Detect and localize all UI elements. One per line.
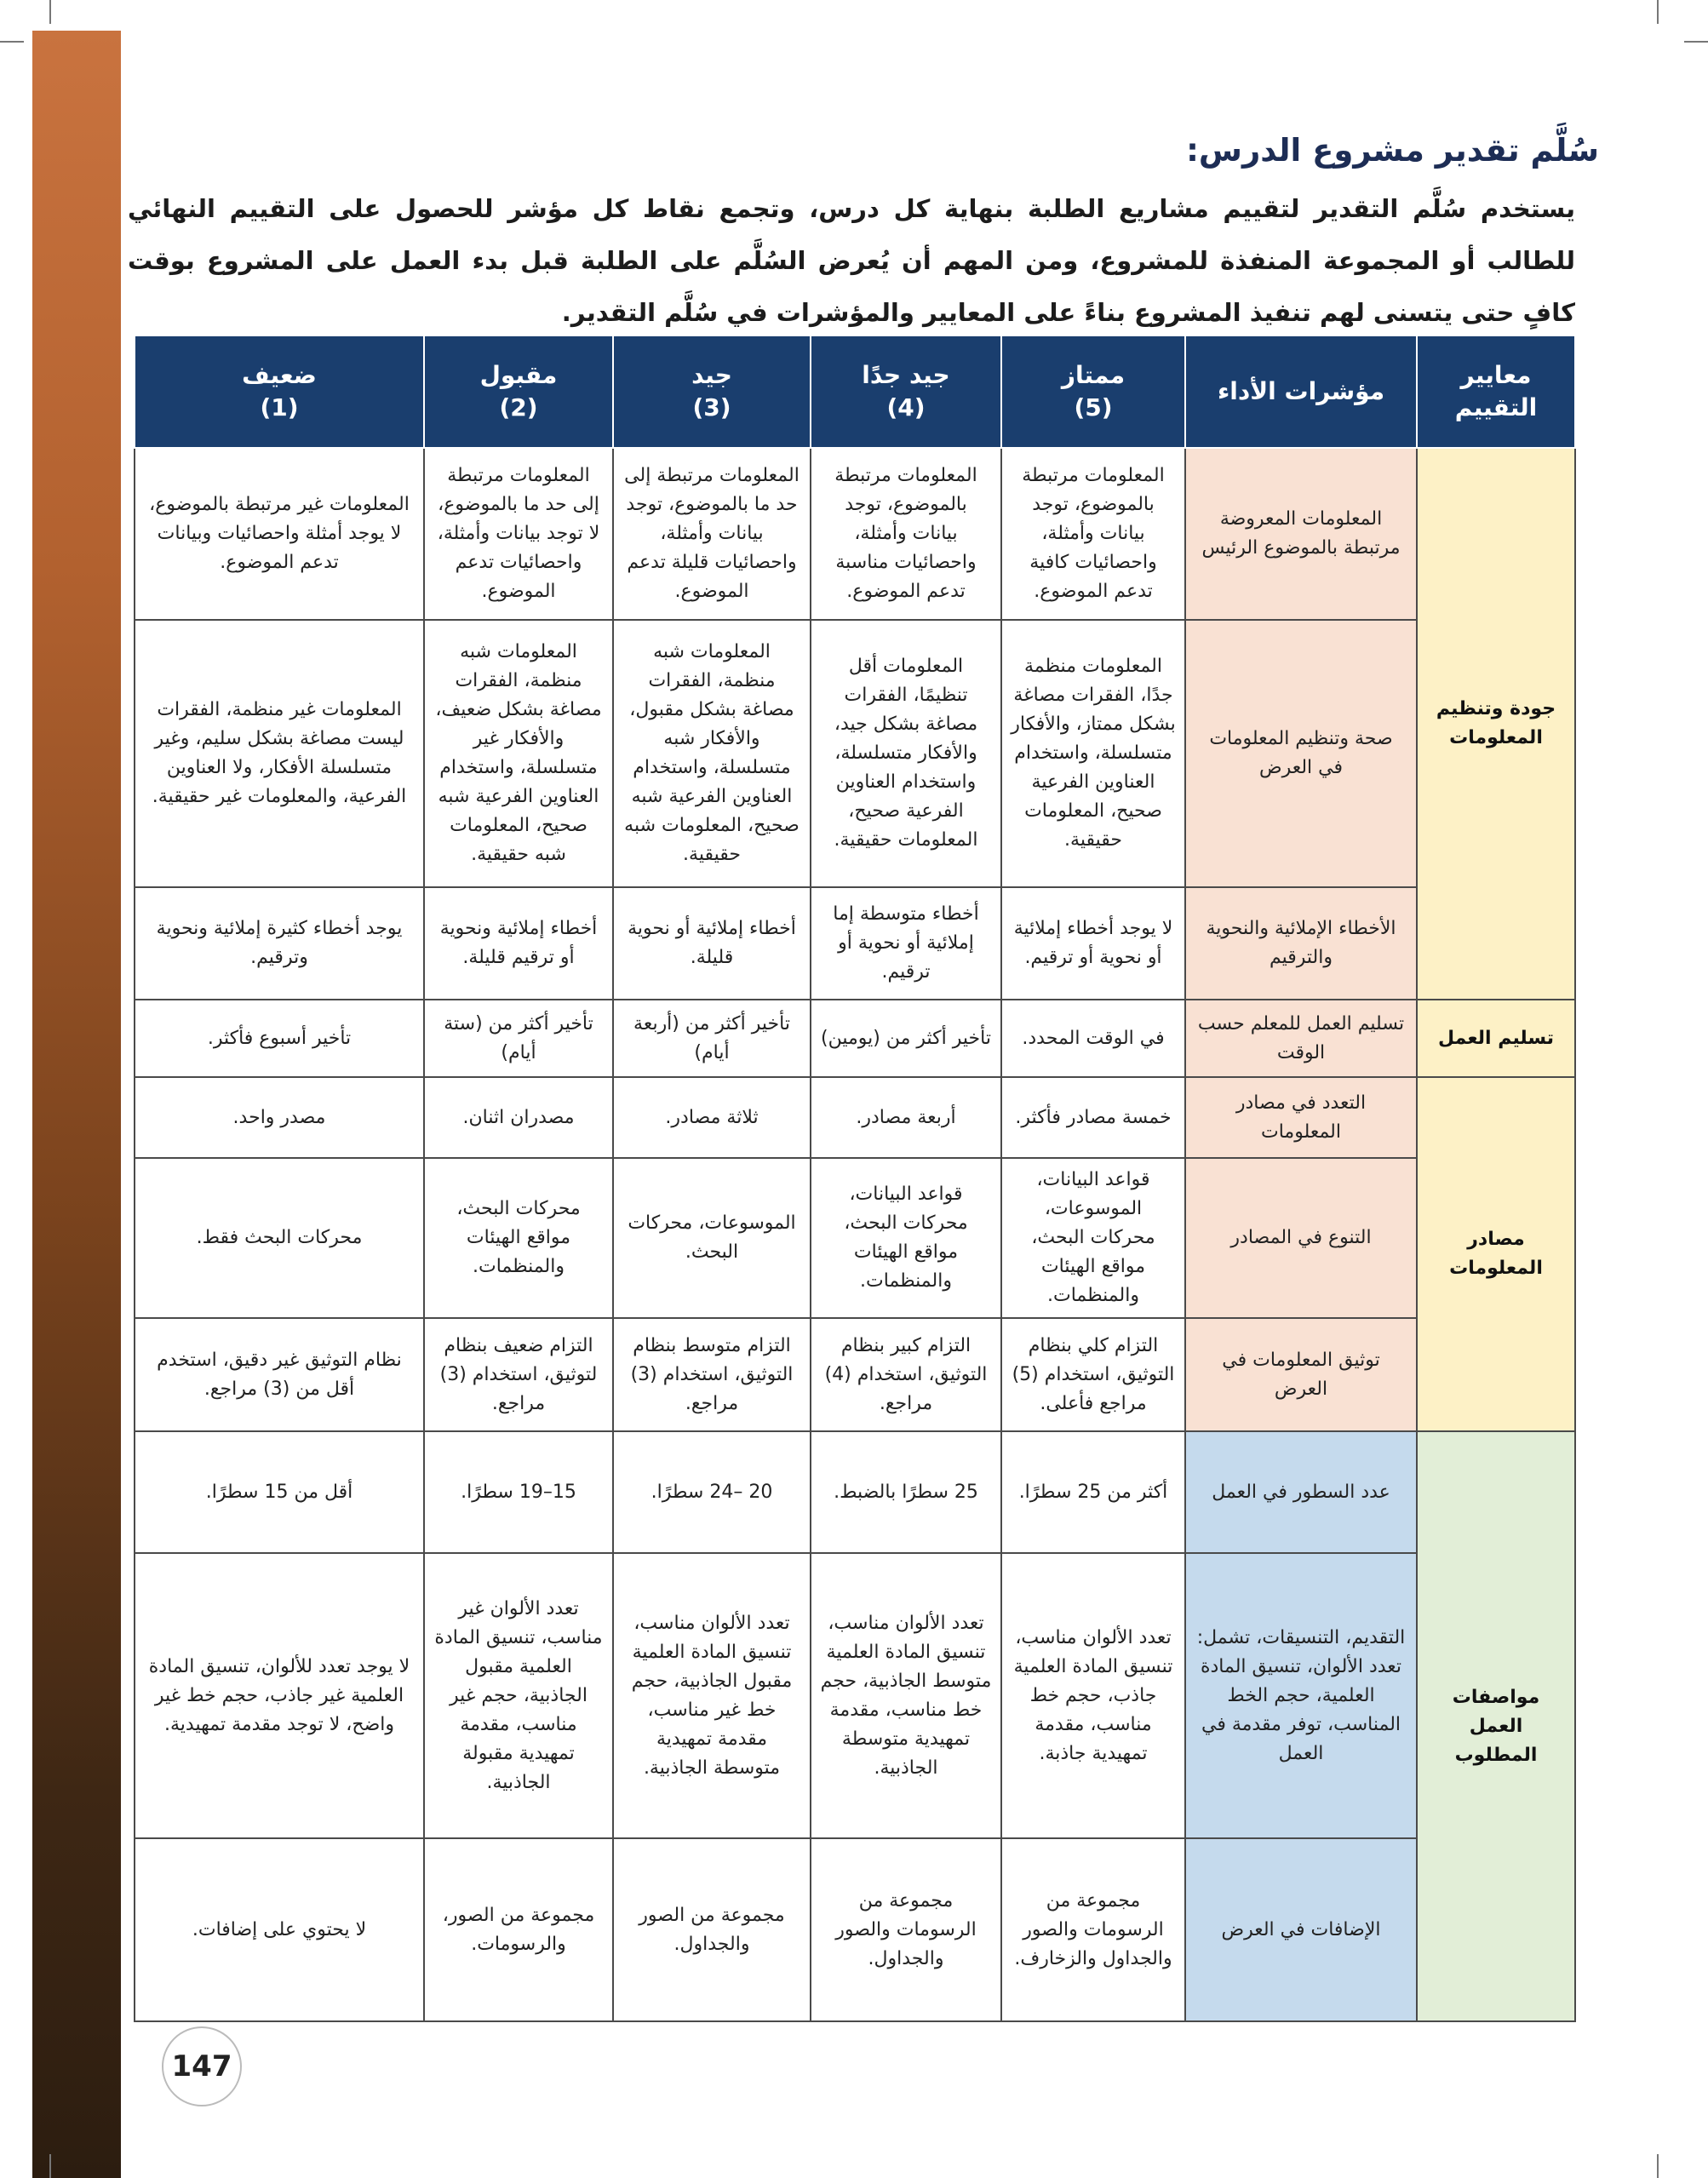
table-row: [135, 620, 1575, 887]
header-acceptable: [424, 335, 613, 448]
crop-mark: [49, 2154, 51, 2178]
header-excellent-label: ممتاز: [1061, 361, 1126, 389]
weak-cell: يوجد أخطاء كثيرة إملائية ونحوية وترقيم.: [135, 887, 424, 1000]
indicator-cell: صحة وتنظيم المعلومات في العرض: [1185, 620, 1417, 887]
crop-mark: [49, 0, 51, 24]
excellent-cell: تعدد الألوان مناسب، تنسيق المادة العلمية جاذب، حجم خط مناسب، مقدمة تمهيدية جاذبة.: [1001, 1553, 1185, 1838]
good-cell: تعدد الألوان مناسب، تنسيق المادة العلمية مقبول الجاذبية، حجم خط غير مناسب، مقدمة تمهيدية متوسطة الجاذبية.: [613, 1553, 811, 1838]
indicator-cell: التنوع في المصادر: [1185, 1158, 1417, 1318]
excellent-cell: خمسة مصادر فأكثر.: [1001, 1077, 1185, 1158]
excellent-cell: التزام كلي بنظام التوثيق، استخدام (5) مراجع فأعلى.: [1001, 1318, 1185, 1431]
excellent-cell: في الوقت المحدد.: [1001, 1000, 1185, 1077]
table-row: [135, 887, 1575, 1000]
acceptable-cell: مجموعة من الصور، والرسومات.: [424, 1838, 613, 2021]
weak-cell: نظام التوثيق غير دقيق، استخدم أقل من (3) مراجع.: [135, 1318, 424, 1431]
weak-cell: تأخير أسبوع فأكثر.: [135, 1000, 424, 1077]
header-very-good-score: (4): [886, 393, 926, 421]
good-cell: المعلومات مرتبطة إلى حد ما بالموضوع، توجد بيانات وأمثلة، واحصائيات قليلة تدعم الموضوع.: [613, 448, 811, 620]
intro-paragraph: يستخدم سُلَّم التقدير لتقييم مشاريع الطلبة بنهاية كل درس، وتجمع نقاط كل مؤشر للحصول على التقييم النهائي للطالب أو المجموعة المنفذة للمشروع، ومن المهم أن يُعرض السُلَّم على الطلبة قبل بدء العمل على المشروع بوقت كافٍ حتى يتسنى لهم تنفيذ المشروع بناءً على المعايير والمؤشرات في سُلَّم التقدير.: [128, 194, 1575, 327]
weak-cell: مصدر واحد.: [135, 1077, 424, 1158]
very-good-cell: تعدد الألوان مناسب، تنسيق المادة العلمية متوسط الجاذبية، حجم خط مناسب، مقدمة تمهيدية متوسطة الجاذبية.: [811, 1553, 1001, 1838]
header-good-label: جيد: [691, 361, 732, 389]
good-cell: الموسوعات، محركات البحث.: [613, 1158, 811, 1318]
good-cell: أخطاء إملائية أو نحوية قليلة.: [613, 887, 811, 1000]
acceptable-cell: المعلومات مرتبطة إلى حد ما بالموضوع، لا توجد بيانات وأمثلة، واحصائيات تدعم الموضوع.: [424, 448, 613, 620]
excellent-cell: قواعد البيانات، الموسوعات، محركات البحث، مواقع الهيئات والمنظمات.: [1001, 1158, 1185, 1318]
excellent-cell: مجموعة من الرسومات والصور والجداول والزخارف.: [1001, 1838, 1185, 2021]
very-good-cell: 25 سطرًا بالضبط.: [811, 1431, 1001, 1553]
indicator-cell: التقديم، التنسيقات، تشمل: تعدد الألوان، تنسيق المادة العلمية، حجم الخط المناسب، توفر مقدمة في العمل: [1185, 1553, 1417, 1838]
criterion-specs: مواصفات العمل المطلوب: [1417, 1431, 1575, 2021]
acceptable-cell: محركات البحث، مواقع الهيئات والمنظمات.: [424, 1158, 613, 1318]
indicator-cell: الإضافات في العرض: [1185, 1838, 1417, 2021]
acceptable-cell: تعدد الألوان غير مناسب، تنسيق المادة العلمية مقبول الجاذبية، حجم غير مناسب، مقدمة تمهيدية مقبولة الجاذبية.: [424, 1553, 613, 1838]
table-row: [135, 1000, 1575, 1077]
indicator-cell: المعلومات المعروضة مرتبطة بالموضوع الرئيس: [1185, 448, 1417, 620]
excellent-cell: لا يوجد أخطاء إملائية أو نحوية أو ترقيم.: [1001, 887, 1185, 1000]
criterion-sources: مصادر المعلومات: [1417, 1077, 1575, 1431]
good-cell: 20 –24 سطرًا.: [613, 1431, 811, 1553]
indicator-cell: عدد السطور في العمل: [1185, 1431, 1417, 1553]
very-good-cell: مجموعة من الرسومات والصور والجداول.: [811, 1838, 1001, 2021]
acceptable-cell: مصدران اثنان.: [424, 1077, 613, 1158]
acceptable-cell: المعلومات شبه منظمة، الفقرات مصاغة بشكل ضعيف، والأفكار غير متسلسلة، واستخدام العناوين الفرعية شبه صحيح، المعلومات شبه حقيقية.: [424, 620, 613, 887]
header-indicators: مؤشرات الأداء: [1185, 335, 1417, 448]
header-criteria: معايير التقييم: [1417, 335, 1575, 448]
header-excellent-score: (5): [1074, 393, 1113, 421]
table-row: [135, 1838, 1575, 2021]
acceptable-cell: تأخير أكثر من (ستة أيام): [424, 1000, 613, 1077]
header-very-good: [811, 335, 1001, 448]
weak-cell: لا يحتوي على إضافات.: [135, 1838, 424, 2021]
very-good-cell: أخطاء متوسطة إما إملائية أو نحوية أو ترقيم.: [811, 887, 1001, 1000]
table-row: [135, 1431, 1575, 1553]
weak-cell: أقل من 15 سطرًا.: [135, 1431, 424, 1553]
good-cell: المعلومات شبه منظمة، الفقرات مصاغة بشكل مقبول، والأفكار شبه متسلسلة، واستخدام العناوين الفرعية شبه صحيح، المعلومات شبه حقيقية.: [613, 620, 811, 887]
very-good-cell: تأخير أكثر من (يومين): [811, 1000, 1001, 1077]
good-cell: التزام متوسط بنظام التوثيق، استخدام (3) مراجع.: [613, 1318, 811, 1431]
decorative-side-bar: [32, 31, 121, 2178]
weak-cell: المعلومات غير منظمة، الفقرات ليست مصاغة بشكل سليم، وغير متسلسلة الأفكار، ولا العناوين الفرعية، والمعلومات غير حقيقية.: [135, 620, 424, 887]
crop-mark: [0, 41, 24, 43]
good-cell: ثلاثة مصادر.: [613, 1077, 811, 1158]
header-good-score: (3): [692, 393, 731, 421]
page-title: سُلَّم تقدير مشروع الدرس:: [1186, 132, 1599, 169]
indicator-cell: توثيق المعلومات في العرض: [1185, 1318, 1417, 1431]
header-good: [613, 335, 811, 448]
header-row: [135, 335, 1575, 448]
weak-cell: محركات البحث فقط.: [135, 1158, 424, 1318]
page-number: 147: [162, 2026, 242, 2106]
indicator-cell: التعدد في مصادر المعلومات: [1185, 1077, 1417, 1158]
table-row: [135, 1553, 1575, 1838]
table-row: [135, 1077, 1575, 1158]
header-weak-label: ضعيف: [242, 361, 317, 389]
indicator-cell: تسليم العمل للمعلم حسب الوقت: [1185, 1000, 1417, 1077]
weak-cell: لا يوجد تعدد للألوان، تنسيق المادة العلمية غير جاذب، حجم خط غير واضح، لا توجد مقدمة تمهيدية.: [135, 1553, 424, 1838]
excellent-cell: المعلومات مرتبطة بالموضوع، توجد بيانات وأمثلة، واحصائيات كافية تدعم الموضوع.: [1001, 448, 1185, 620]
table-row: [135, 1158, 1575, 1318]
header-acceptable-score: (2): [499, 393, 538, 421]
table-row: [135, 1318, 1575, 1431]
rubric-table: [134, 335, 1576, 2022]
table-row: [135, 448, 1575, 620]
acceptable-cell: التزام ضعيف بنظام لتوثيق، استخدام (3) مراجع.: [424, 1318, 613, 1431]
crop-mark: [1657, 0, 1659, 24]
excellent-cell: المعلومات منظمة جدًا، الفقرات مصاغة بشكل ممتاز، والأفكار متسلسلة، واستخدام العناوين الفرعية صحيح، المعلومات حقيقية.: [1001, 620, 1185, 887]
very-good-cell: أربعة مصادر.: [811, 1077, 1001, 1158]
header-excellent: [1001, 335, 1185, 448]
weak-cell: المعلومات غير مرتبطة بالموضوع، لا يوجد أمثلة واحصائيات وبيانات تدعم الموضوع.: [135, 448, 424, 620]
crop-mark: [1684, 41, 1708, 43]
excellent-cell: أكثر من 25 سطرًا.: [1001, 1431, 1185, 1553]
good-cell: مجموعة من الصور والجداول.: [613, 1838, 811, 2021]
header-weak: [135, 335, 424, 448]
acceptable-cell: 15–19 سطرًا.: [424, 1431, 613, 1553]
very-good-cell: قواعد البيانات، محركات البحث، مواقع الهيئات والمنظمات.: [811, 1158, 1001, 1318]
very-good-cell: التزام كبير بنظام التوثيق، استخدام (4) مراجع.: [811, 1318, 1001, 1431]
criterion-quality: جودة وتنظيم المعلومات: [1417, 448, 1575, 1000]
header-very-good-label: جيد جدًا: [862, 361, 950, 389]
criterion-delivery: تسليم العمل: [1417, 1000, 1575, 1077]
indicator-cell: الأخطاء الإملائية والنحوية والترقيم: [1185, 887, 1417, 1000]
header-acceptable-label: مقبول: [479, 361, 558, 389]
very-good-cell: المعلومات مرتبطة بالموضوع، توجد بيانات وأمثلة، واحصائيات مناسبة تدعم الموضوع.: [811, 448, 1001, 620]
header-weak-score: (1): [260, 393, 299, 421]
good-cell: تأخير أكثر من (أربعة أيام): [613, 1000, 811, 1077]
acceptable-cell: أخطاء إملائية ونحوية أو ترقيم قليلة.: [424, 887, 613, 1000]
crop-mark: [1657, 2154, 1659, 2178]
very-good-cell: المعلومات أقل تنظيمًا، الفقرات مصاغة بشكل جيد، والأفكار متسلسلة، واستخدام العناوين الفرعية صحيح، المعلومات حقيقية.: [811, 620, 1001, 887]
